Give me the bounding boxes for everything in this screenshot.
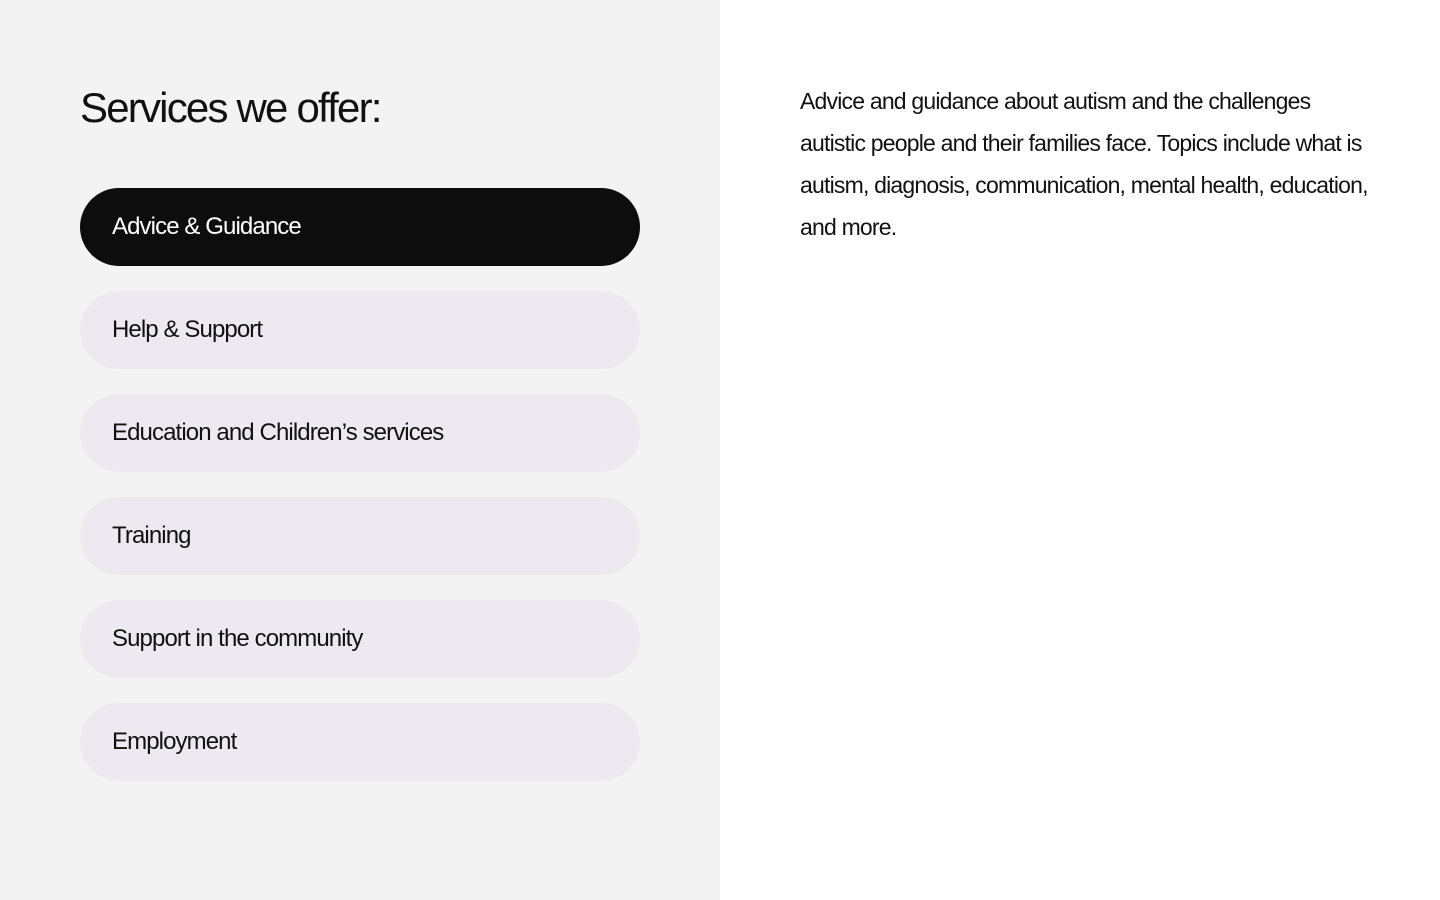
service-item-label: Advice & Guidance <box>112 213 301 240</box>
service-item-support-in-community[interactable] <box>80 600 640 678</box>
service-item-help-support[interactable] <box>80 291 640 369</box>
service-list <box>80 188 640 781</box>
service-item-training[interactable] <box>80 497 640 575</box>
service-item-label: Training <box>112 522 191 549</box>
page-title: Services we offer: <box>80 84 381 131</box>
service-item-label: Support in the community <box>112 625 363 652</box>
service-item-label: Employment <box>112 728 237 755</box>
service-detail-panel <box>720 0 1440 900</box>
service-description: Advice and guidance about autism and the challenges autistic people and their families face. Topics include what is autism, diagnosis, communication, mental health, education, and more. <box>800 88 1368 240</box>
service-item-education-childrens-services[interactable] <box>80 394 640 472</box>
service-item-employment[interactable] <box>80 703 640 781</box>
service-item-advice-guidance[interactable] <box>80 188 640 266</box>
service-item-label: Education and Children’s services <box>112 419 444 446</box>
service-item-label: Help & Support <box>112 316 263 343</box>
